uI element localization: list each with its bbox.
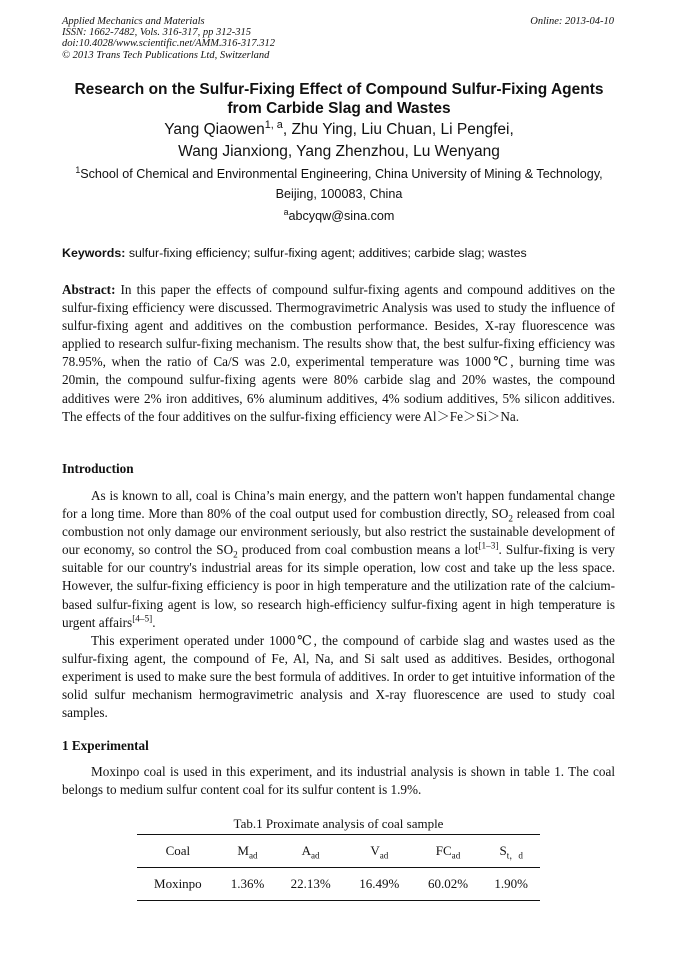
keywords-label: Keywords: (62, 246, 126, 260)
table-cell: Moxinpo (137, 868, 219, 901)
proximate-analysis-table (137, 834, 540, 901)
header-main: V (370, 843, 380, 858)
table-header-cell (414, 835, 483, 868)
header-main: FC (435, 843, 452, 858)
experimental-paragraph-1: Moxinpo coal is used in this experiment, and its industrial analysis is shown in table 1. The coal belongs to medium sulfur content coal for its sulfur content is 1.9%. (62, 764, 615, 798)
table-row (137, 868, 540, 901)
intro-text: . (152, 614, 156, 630)
header-sub: ad (248, 850, 258, 861)
first-author: Yang Qiaowen (164, 121, 265, 138)
author-list (40, 119, 638, 162)
intro-text: As is known to all, coal is China’s main energy, and the pattern won't happen fundamental change for a long time. More than 80% of the coal output used for combustion directly, SO (62, 488, 615, 522)
journal-name: Applied Mechanics and Materials (62, 16, 205, 27)
title-line-2: from Carbide Slag and Wastes (227, 100, 451, 117)
email-mark: a (283, 206, 289, 217)
table-cell: 1.36% (219, 868, 277, 901)
affiliation-line-2: Beijing, 100083, China (275, 186, 403, 201)
intro-text: released from coal combustion not only damage our environment seriously, but also restrict the sustainable development of our economy, so control the SO (62, 506, 616, 558)
citation-ref[interactable]: [4–5] (132, 613, 153, 624)
header-main: M (237, 843, 249, 858)
abstract-paragraph (62, 281, 615, 426)
affiliation (60, 165, 618, 204)
header-main: Coal (165, 843, 191, 858)
keywords (62, 244, 617, 262)
other-authors: , Zhu Ying, Liu Chuan, Li Pengfei, (282, 121, 514, 138)
table-cell: 1.90% (482, 868, 540, 901)
header-sub: t，d (506, 850, 523, 861)
citation-ref[interactable]: [1–3] (478, 540, 499, 551)
abstract-text: In this paper the effects of compound sulfur-fixing agents and compound additives on the sulfur-fixing efficiency were discussed. Thermogravimetric Analysis was used to study the influence of sulfur-fixing agent and additives on the combustion performance. Besides, X-ray fluorescence was applied to research sulfur-fixing mechanism. The results show that, the best sulfur-fixing efficiency was 78.95%, when the ratio of Ca/S was 2.0, experimental temperature was 1000℃, burning time was 20min, the compound sulfur-fixing agents were 80% carbide slag and 20% wastes, the compound additives were 2% iron additives, 6% aluminum additives, 4% sodium additives, 5% silicon additives. The effects of the four additives on the sulfur-fixing efficiency were Al＞Fe＞Si＞Na. (62, 282, 616, 424)
online-date: Online: 2013-04-10 (530, 16, 614, 27)
table-header-row (137, 835, 540, 868)
so2-subscript: 2 (233, 549, 238, 560)
affiliation-text: School of Chemical and Environmental Engineering, China University of Mining & Technology, (80, 167, 603, 181)
intro-text: produced from coal combustion means a lot (237, 542, 479, 558)
section-heading-experimental: 1 Experimental (62, 738, 149, 753)
table-header-cell (137, 835, 219, 868)
header-sub: ad (379, 850, 389, 861)
intro-text: . Sulfur-fixing is very suitable for our country's industrial areas for its simple operation, low cost and take up the less space. However, the sulfur-fixing efficiency is poor in high temperature and the utilization rate of the calcium-based sulfur-fixing agent is low, so research high-efficiency sulfur-fixing agent in high temperature is urgent affairs (62, 542, 616, 630)
introduction-body (62, 487, 615, 722)
email-address[interactable]: abcyqw@sina.com (288, 209, 395, 223)
introduction-paragraph-2: This experiment operated under 1000℃, the compound of carbide slag and wastes used as the sulfur-fixing agent, the compound of Fe, Al, Na, and Si salt used as additives. Besides, orthogonal experiment is used to make sure the best formula of additives. In order to get intuitive information of the solid sulfur mechanism hermogravimetric analysis and X-ray fluorescence are used to study coal samples. (62, 632, 615, 721)
table-header-cell (276, 835, 345, 868)
table-cell: 16.49% (345, 868, 414, 901)
experimental-body (62, 763, 615, 799)
table-header-cell (219, 835, 277, 868)
header-sub: ad (451, 850, 461, 861)
table-header-cell (345, 835, 414, 868)
table-cell: 60.02% (414, 868, 483, 901)
keywords-text: sulfur-fixing efficiency; sulfur-fixing agent; additives; carbide slag; wastes (128, 246, 527, 260)
first-author-affiliation-mark: 1, a (264, 118, 283, 131)
author-line-2: Wang Jianxiong, Yang Zhenzhou, Lu Wenyang (178, 142, 500, 160)
affiliation-mark: 1 (75, 164, 81, 175)
header-main: S (499, 843, 507, 858)
header-main: A (301, 843, 312, 858)
doi-line[interactable]: doi:10.4028/www.scientific.net/AMM.316-317.312 (62, 38, 275, 50)
journal-header (62, 16, 275, 61)
affiliation-line-1 (60, 165, 618, 185)
table-header-cell (482, 835, 540, 868)
abstract-label: Abstract: (62, 282, 116, 297)
table-caption: Tab.1 Proximate analysis of coal sample (233, 816, 444, 831)
section-heading-introduction: Introduction (62, 461, 134, 476)
author-line-1 (40, 119, 638, 141)
table-cell: 22.13% (276, 868, 345, 901)
paper-title (50, 80, 628, 118)
copyright-line: © 2013 Trans Tech Publications Ltd, Switzerland (62, 49, 270, 61)
header-sub: ad (311, 850, 320, 861)
introduction-paragraph-1 (62, 487, 615, 632)
email (60, 207, 618, 225)
abstract (62, 281, 615, 426)
so2-subscript: 2 (508, 513, 513, 524)
issn-line[interactable]: ISSN: 1662-7482, Vols. 316-317, pp 312-315 (62, 27, 251, 39)
title-line-1: Research on the Sulfur-Fixing Effect of Compound Sulfur-Fixing Agents (74, 81, 604, 98)
